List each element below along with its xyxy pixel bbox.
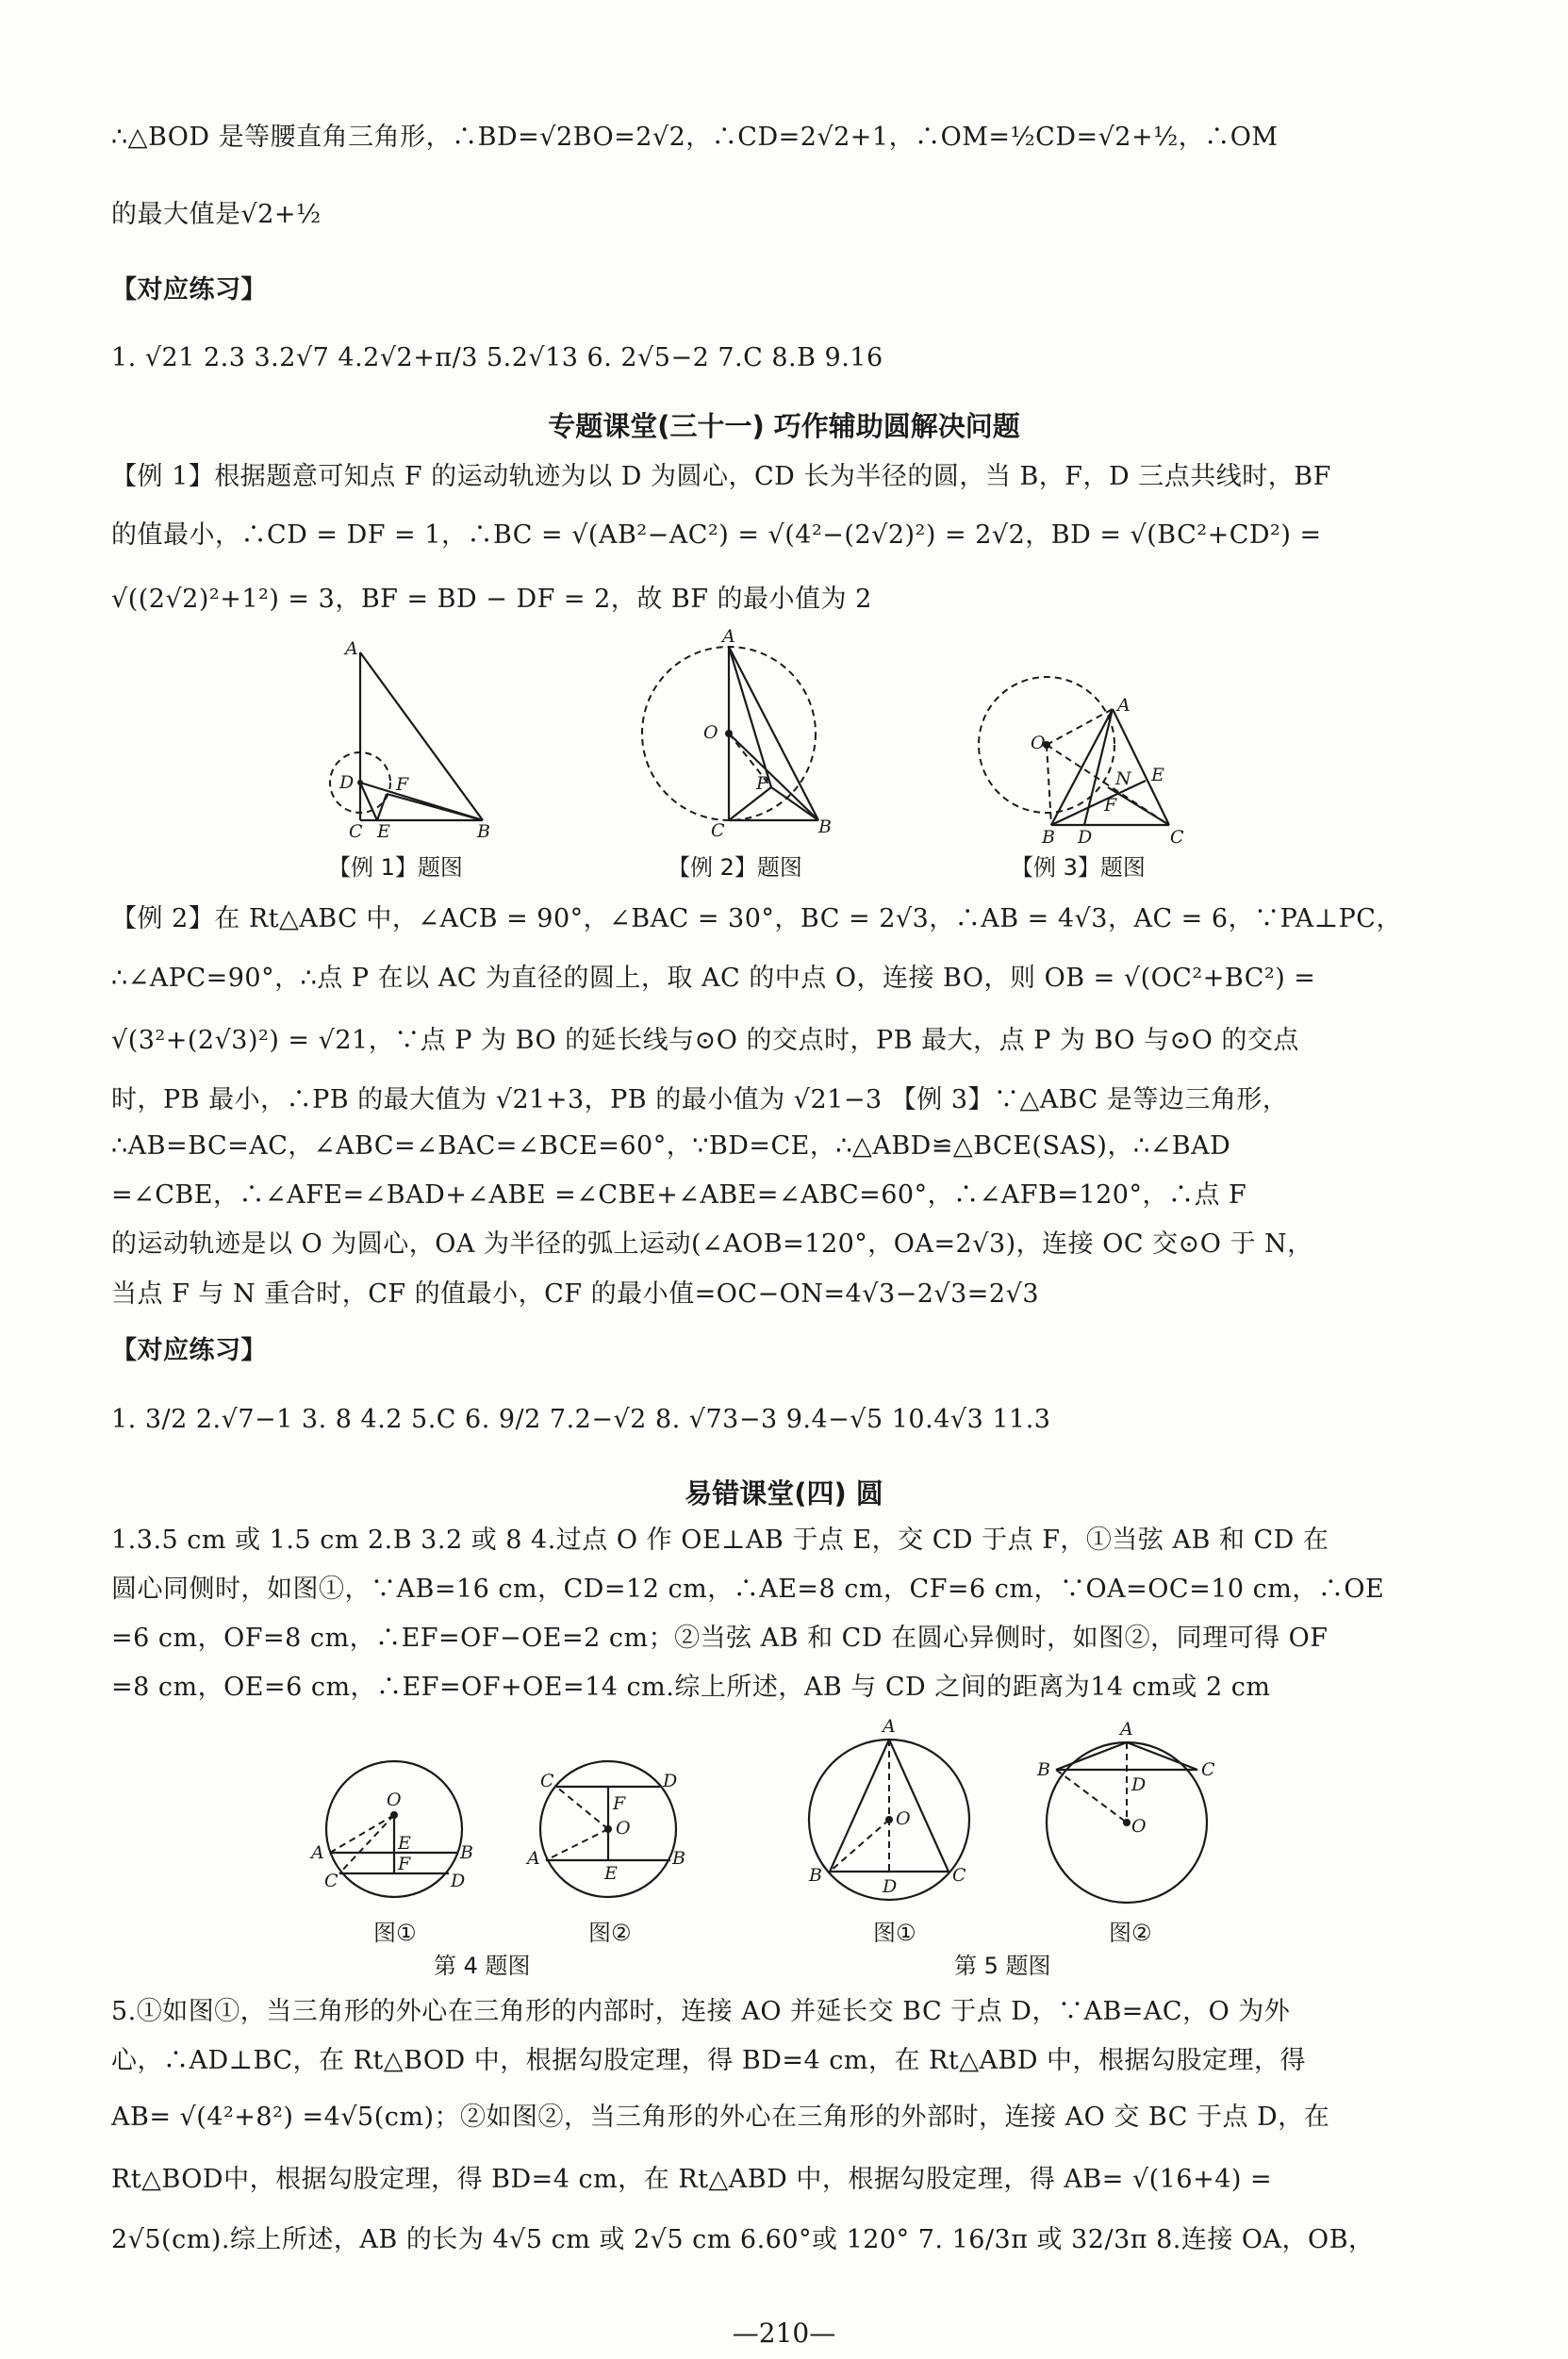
svg-text:D: D — [1078, 827, 1093, 848]
svg-text:E: E — [398, 1833, 411, 1854]
svg-text:D: D — [339, 772, 355, 793]
svg-text:B: B — [460, 1842, 473, 1863]
svg-text:P: P — [756, 773, 768, 794]
example1-figure — [321, 632, 509, 842]
svg-text:O: O — [1031, 733, 1046, 753]
text-line: ∴∠APC=90°，∴点 P 在以 AC 为直径的圆上，取 AC 的中点 O，连接 BO，则 OB = √(OC²+BC²) = — [111, 964, 1316, 993]
figure-caption: 【例 2】题图 — [668, 854, 802, 881]
svg-text:B: B — [672, 1848, 685, 1869]
example3-figure — [976, 669, 1202, 848]
text-line: 的值最小，∴CD = DF = 1，∴BC = √(AB²−AC²) = √(4²−(2√2)²) = 2√2，BD = √(BC²+CD²) = — [111, 520, 1322, 550]
svg-text:C: C — [952, 1865, 966, 1886]
svg-text:A: A — [311, 1842, 324, 1863]
svg-text:A: A — [722, 626, 735, 647]
text-line: 圆心同侧时，如图①，∵AB=16 cm，CD=12 cm，∴AE=8 cm，CF=6 cm，∵OA=OC=10 cm，∴OE — [111, 1575, 1385, 1604]
svg-text:O: O — [387, 1790, 402, 1810]
section-label: 【对应练习】 — [111, 1336, 267, 1365]
text-line: 5.①如图①，当三角形的外心在三角形的内部时，连接 AO 并延长交 BC 于点 D，∵AB=AC，O 为外 — [111, 1997, 1291, 2026]
text-line: 的运动轨迹是以 O 为圆心，OA 为半径的弧上运动(∠AOB=120°，OA=2√3)，连接 OC 交⊙O 于 N， — [111, 1229, 1313, 1259]
svg-text:A: A — [1120, 1719, 1133, 1740]
problem5-figure1 — [790, 1711, 988, 1909]
figure-caption: 图① — [373, 1920, 417, 1946]
text-line: AB= √(4²+8²) =4√5(cm)；②如图②，当三角形的外心在三角形的外部时，连接 AO 交 BC 于点 D，在 — [111, 2103, 1330, 2132]
svg-text:E: E — [604, 1863, 618, 1884]
text-line: =∠CBE，∴∠AFE=∠BAD+∠ABE =∠CBE+∠ABE=∠ABC=60°，∴∠AFB=120°，∴点 F — [111, 1180, 1247, 1210]
svg-text:O: O — [1131, 1816, 1147, 1837]
svg-text:D: D — [663, 1771, 678, 1791]
text-line: ∴△BOD 是等腰直角三角形，∴BD=√2BO=2√2，∴CD=2√2+1，∴OM=½CD=√2+½，∴OM — [111, 123, 1279, 152]
answer-line: 1. 3/2 2.√7−1 3. 8 4.2 5.C 6. 9/2 7.2−√2 8. √73−3 9.4−√5 10.4√3 11.3 — [111, 1405, 1051, 1434]
svg-text:B: B — [1042, 827, 1055, 848]
svg-text:F: F — [613, 1793, 626, 1814]
problem5-figure2 — [1028, 1711, 1226, 1909]
svg-text:E: E — [377, 821, 390, 842]
svg-text:F: F — [1104, 795, 1117, 816]
svg-text:F: F — [396, 774, 409, 795]
svg-text:O: O — [896, 1808, 911, 1829]
text-line: 当点 F 与 N 重合时，CF 的值最小，CF 的最小值=OC−ON=4√3−2√3=2√3 — [111, 1279, 1039, 1309]
section-heading: 专题课堂(三十一) 巧作辅助圆解决问题 — [548, 410, 1020, 442]
svg-text:B: B — [809, 1865, 822, 1886]
text-line: =6 cm，OF=8 cm，∴EF=OF−OE=2 cm；②当弦 AB 和 CD 在圆心异侧时，如图②，同理可得 OF — [111, 1624, 1329, 1653]
answer-line: 1. √21 2.3 3.2√7 4.2√2+π/3 5.2√13 6. 2√5−2 7.C 8.B 9.16 — [111, 343, 883, 372]
text-line: Rt△BOD中，根据勾股定理，得 BD=4 cm，在 Rt△ABD 中，根据勾股定理，得 AB= √(16+4) = — [111, 2165, 1273, 2194]
svg-text:A: A — [345, 638, 358, 659]
text-line: =8 cm，OE=6 cm，∴EF=OF+OE=14 cm.综上所述，AB 与 CD 之间的距离为14 cm或 2 cm — [111, 1673, 1271, 1702]
text-line: ∴AB=BC=AC，∠ABC=∠BAC=∠BCE=60°，∵BD=CE，∴△ABD≌△BCE(SAS)，∴∠BAD — [111, 1131, 1231, 1161]
text-line: 2√5(cm).综上所述，AB 的长为 4√5 cm 或 2√5 cm 6.60°或 120° 7. 16/3π 或 32/3π 8.连接 OA，OB， — [111, 2225, 1375, 2254]
section-heading: 易错课堂(四) 圆 — [685, 1477, 883, 1509]
svg-text:C: C — [1201, 1759, 1215, 1780]
svg-text:A: A — [1117, 695, 1131, 716]
text-line: 心，∴AD⊥BC，在 Rt△BOD 中，根据勾股定理，得 BD=4 cm，在 Rt△ABD 中，根据勾股定理，得 — [111, 2046, 1307, 2075]
text-line: 【例 2】在 Rt△ABC 中，∠ACB = 90°，∠BAC = 30°，BC = 2√3，∴AB = 4√3，AC = 6，∵PA⊥PC， — [111, 904, 1402, 933]
example2-figure — [632, 627, 849, 839]
svg-text:O: O — [616, 1818, 631, 1839]
figure-caption: 【例 1】题图 — [328, 854, 463, 881]
text-line: 的最大值是√2+½ — [111, 200, 322, 229]
text-line: √(3²+(2√3)²) = √21，∵点 P 为 BO 的延长线与⊙O 的交点时，PB 最大，点 P 为 BO 与⊙O 的交点 — [111, 1026, 1299, 1055]
svg-text:D: D — [883, 1876, 898, 1897]
figure-caption: 第 5 题图 — [954, 1953, 1051, 1979]
figure-caption: 第 4 题图 — [434, 1953, 531, 1979]
svg-text:C: C — [324, 1871, 338, 1891]
svg-text:E: E — [1151, 765, 1164, 785]
svg-text:D: D — [451, 1871, 466, 1891]
svg-text:C: C — [711, 820, 725, 841]
problem4-figure2 — [514, 1749, 702, 1909]
figure-caption: 【例 3】题图 — [1011, 854, 1146, 881]
svg-text:F: F — [398, 1854, 411, 1874]
svg-text:B: B — [1037, 1759, 1050, 1780]
svg-text:N: N — [1115, 768, 1131, 789]
text-line: 1.3.5 cm 或 1.5 cm 2.B 3.2 或 8 4.过点 O 作 OE⊥AB 于点 E，交 CD 于点 F，①当弦 AB 和 CD 在 — [111, 1526, 1329, 1555]
section-label: 【对应练习】 — [111, 275, 267, 305]
svg-text:D: D — [1131, 1774, 1147, 1795]
svg-text:C: C — [349, 821, 363, 842]
page-number: —210— — [732, 2318, 836, 2349]
svg-text:A: A — [527, 1848, 540, 1869]
svg-text:C: C — [540, 1771, 554, 1791]
text-line: 时，PB 最小，∴PB 的最大值为 √21+3，PB 的最小值为 √21−3 【例 3】∵△ABC 是等边三角形， — [111, 1085, 1289, 1114]
svg-text:O: O — [703, 722, 718, 743]
text-line: √((2√2)²+1²) = 3，BF = BD − DF = 2，故 BF 的最小值为 2 — [111, 585, 872, 614]
svg-text:B: B — [818, 817, 832, 837]
svg-text:A: A — [883, 1716, 896, 1737]
text-line: 【例 1】根据题意可知点 F 的运动轨迹为以 D 为圆心，CD 长为半径的圆，当 B，F，D 三点共线时，BF — [111, 462, 1331, 491]
svg-text:B: B — [477, 821, 490, 842]
svg-text:C: C — [1170, 827, 1184, 848]
figure-caption: 图② — [588, 1920, 632, 1946]
problem4-figure1 — [300, 1749, 488, 1909]
figure-caption: 图① — [873, 1920, 916, 1946]
figure-caption: 图② — [1109, 1920, 1152, 1946]
